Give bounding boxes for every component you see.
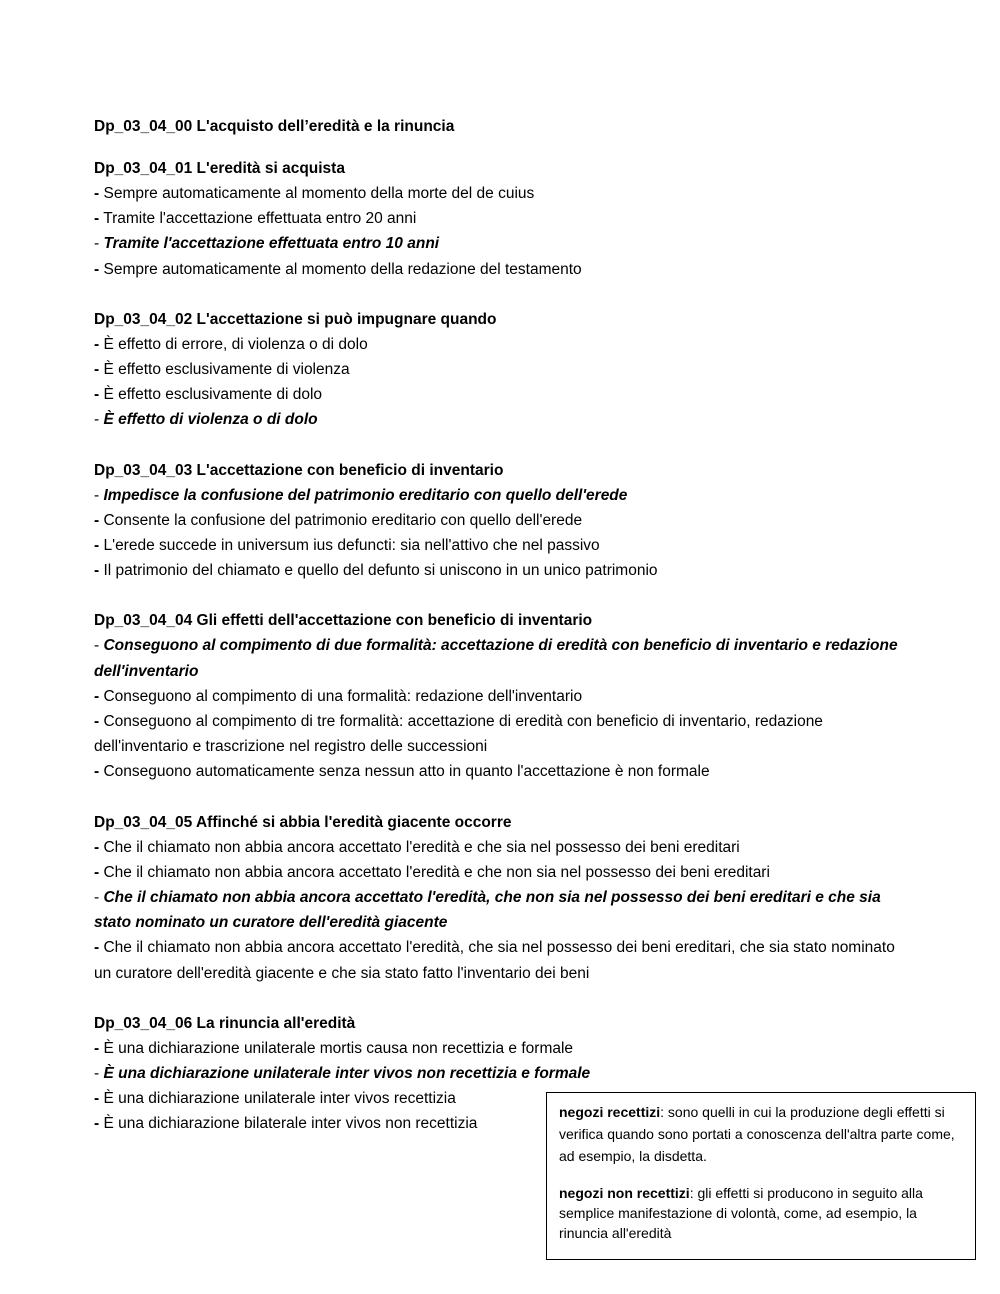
answer-option bbox=[94, 332, 914, 357]
answer-option bbox=[94, 382, 914, 407]
answer-option bbox=[94, 935, 914, 985]
option-dash: - bbox=[94, 335, 100, 353]
answer-option bbox=[94, 684, 914, 709]
option-dash: - bbox=[94, 713, 100, 731]
option-dash: - bbox=[94, 361, 100, 379]
option-text: Conseguono automaticamente senza nessun atto in quanto l'accettazione è non formale bbox=[103, 763, 710, 781]
option-dash: - bbox=[94, 763, 100, 781]
answer-option bbox=[94, 181, 914, 206]
option-dash: - bbox=[94, 637, 100, 655]
note-term-non-recettizi: negozi non recettizi bbox=[559, 1185, 690, 1201]
option-text: Sempre automaticamente al momento della redazione del testamento bbox=[103, 260, 582, 278]
definition-note-box bbox=[546, 1092, 976, 1260]
option-text: Sempre automaticamente al momento della morte del de cuius bbox=[103, 185, 535, 202]
option-dash: - bbox=[94, 838, 100, 856]
answer-option bbox=[94, 860, 914, 885]
option-dash: - bbox=[94, 562, 100, 580]
option-text: È effetto di errore, di violenza o di dolo bbox=[103, 335, 368, 353]
answer-option bbox=[94, 709, 914, 759]
option-text: Che il chiamato non abbia ancora accettato l'eredità, che non sia nel possesso dei beni ereditari e che sia stato nominato un curatore dell'eredità giacente bbox=[94, 889, 881, 932]
option-text: È una dichiarazione unilaterale mortis causa non recettizia e formale bbox=[103, 1039, 574, 1057]
option-text: Tramite l'accettazione effettuata entro 20 anni bbox=[103, 210, 417, 228]
option-dash: - bbox=[94, 1039, 100, 1057]
option-dash: - bbox=[94, 511, 100, 529]
question-title: Dp_03_04_04 Gli effetti dell'accettazione con beneficio di inventario bbox=[94, 612, 593, 630]
question-list bbox=[94, 156, 914, 1137]
note-term-recettizi: negozi recettizi bbox=[559, 1104, 661, 1120]
question-title: Dp_03_04_06 La rinuncia all'eredità bbox=[94, 1014, 356, 1032]
option-dash: - bbox=[94, 1065, 100, 1083]
question-title: Dp_03_04_05 Affinché si abbia l'eredità giacente occorre bbox=[94, 813, 512, 831]
question-block bbox=[94, 307, 914, 433]
option-text: Il patrimonio del chiamato e quello del defunto si uniscono in un unico patrimonio bbox=[103, 562, 658, 580]
answer-option bbox=[94, 206, 914, 231]
option-dash: - bbox=[94, 939, 100, 957]
option-dash: - bbox=[94, 1090, 100, 1108]
question-block bbox=[94, 458, 914, 584]
option-dash: - bbox=[94, 411, 100, 429]
note-non-recettizi bbox=[559, 1183, 963, 1243]
option-dash: - bbox=[94, 537, 100, 555]
option-text: Tramite l'accettazione effettuata entro 10 anni bbox=[103, 235, 440, 253]
option-dash: - bbox=[94, 235, 100, 253]
option-dash: - bbox=[94, 185, 100, 202]
document-body bbox=[94, 116, 914, 1162]
option-dash: - bbox=[94, 260, 100, 278]
option-text: L'erede succede in universum ius defuncti: sia nell'attivo che nel passivo bbox=[103, 537, 600, 555]
option-dash: - bbox=[94, 210, 100, 228]
answer-option-correct bbox=[94, 407, 914, 432]
question-block bbox=[94, 608, 914, 784]
option-dash: - bbox=[94, 1115, 100, 1133]
answer-option bbox=[94, 357, 914, 382]
option-text: Conseguono al compimento di due formalità: accettazione di eredità con beneficio di inventario e redazione dell'inventario bbox=[94, 637, 898, 680]
option-text: Conseguono al compimento di tre formalità: accettazione di eredità con beneficio di inventario, redazione dell'inventario e trascrizione nel registro delle successioni bbox=[94, 713, 823, 756]
answer-option bbox=[94, 1036, 914, 1061]
option-text: È effetto esclusivamente di violenza bbox=[103, 361, 350, 379]
answer-option-correct bbox=[94, 1061, 914, 1086]
question-block bbox=[94, 810, 914, 986]
option-text: Che il chiamato non abbia ancora accettato l'eredità e che sia nel possesso dei beni ereditari bbox=[103, 838, 740, 856]
question-title: Dp_03_04_02 L'accettazione si può impugnare quando bbox=[94, 310, 497, 328]
option-text: È una dichiarazione bilaterale inter vivos non recettizia bbox=[103, 1115, 478, 1133]
option-dash: - bbox=[94, 687, 100, 705]
answer-option bbox=[94, 533, 914, 558]
answer-option bbox=[94, 835, 914, 860]
answer-option bbox=[94, 558, 914, 583]
option-dash: - bbox=[94, 889, 100, 907]
option-dash: - bbox=[94, 486, 100, 504]
note-definition-non-recettizi: : gli effetti si producono in seguito alla semplice manifestazione di volontà, come, ad esempio, la rinuncia all'eredità bbox=[559, 1185, 923, 1241]
question-block bbox=[94, 156, 914, 282]
answer-option bbox=[94, 508, 914, 533]
option-text: È una dichiarazione unilaterale inter vivos non recettizia e formale bbox=[103, 1065, 591, 1083]
answer-option-correct bbox=[94, 633, 914, 683]
option-text: Che il chiamato non abbia ancora accettato l'eredità, che sia nel possesso dei beni ereditari, che sia stato nominato un curatore dell'eredità giacente e che sia stato fatto l'inventario dei beni bbox=[94, 939, 895, 982]
note-definition-recettizi: : sono quelli in cui la produzione degli effetti si verifica quando sono portati a conoscenza dell'altra parte come, ad esempio, la disdetta. bbox=[559, 1104, 955, 1164]
option-text: Conseguono al compimento di una formalità: redazione dell'inventario bbox=[103, 687, 583, 705]
option-text: Consente la confusione del patrimonio ereditario con quello dell'erede bbox=[103, 511, 583, 529]
answer-option-correct bbox=[94, 231, 914, 256]
question-title: Dp_03_04_01 L'eredità si acquista bbox=[94, 160, 345, 177]
option-text: È effetto di violenza o di dolo bbox=[103, 411, 318, 429]
document-title: Dp_03_04_00 L'acquisto dell’eredità e la rinuncia bbox=[94, 118, 455, 135]
answer-option bbox=[94, 257, 914, 282]
question-title: Dp_03_04_03 L'accettazione con beneficio di inventario bbox=[94, 461, 504, 479]
answer-option-correct bbox=[94, 885, 914, 935]
answer-option bbox=[94, 759, 914, 784]
option-dash: - bbox=[94, 386, 100, 404]
answer-option-correct bbox=[94, 483, 914, 508]
option-text: Che il chiamato non abbia ancora accettato l'eredità e che non sia nel possesso dei beni ereditari bbox=[103, 863, 770, 881]
option-text: È effetto esclusivamente di dolo bbox=[103, 386, 323, 404]
option-text: Impedisce la confusione del patrimonio ereditario con quello dell'erede bbox=[103, 486, 628, 504]
note-recettizi bbox=[559, 1101, 963, 1167]
option-text: È una dichiarazione unilaterale inter vivos recettizia bbox=[103, 1090, 456, 1108]
option-dash: - bbox=[94, 863, 100, 881]
